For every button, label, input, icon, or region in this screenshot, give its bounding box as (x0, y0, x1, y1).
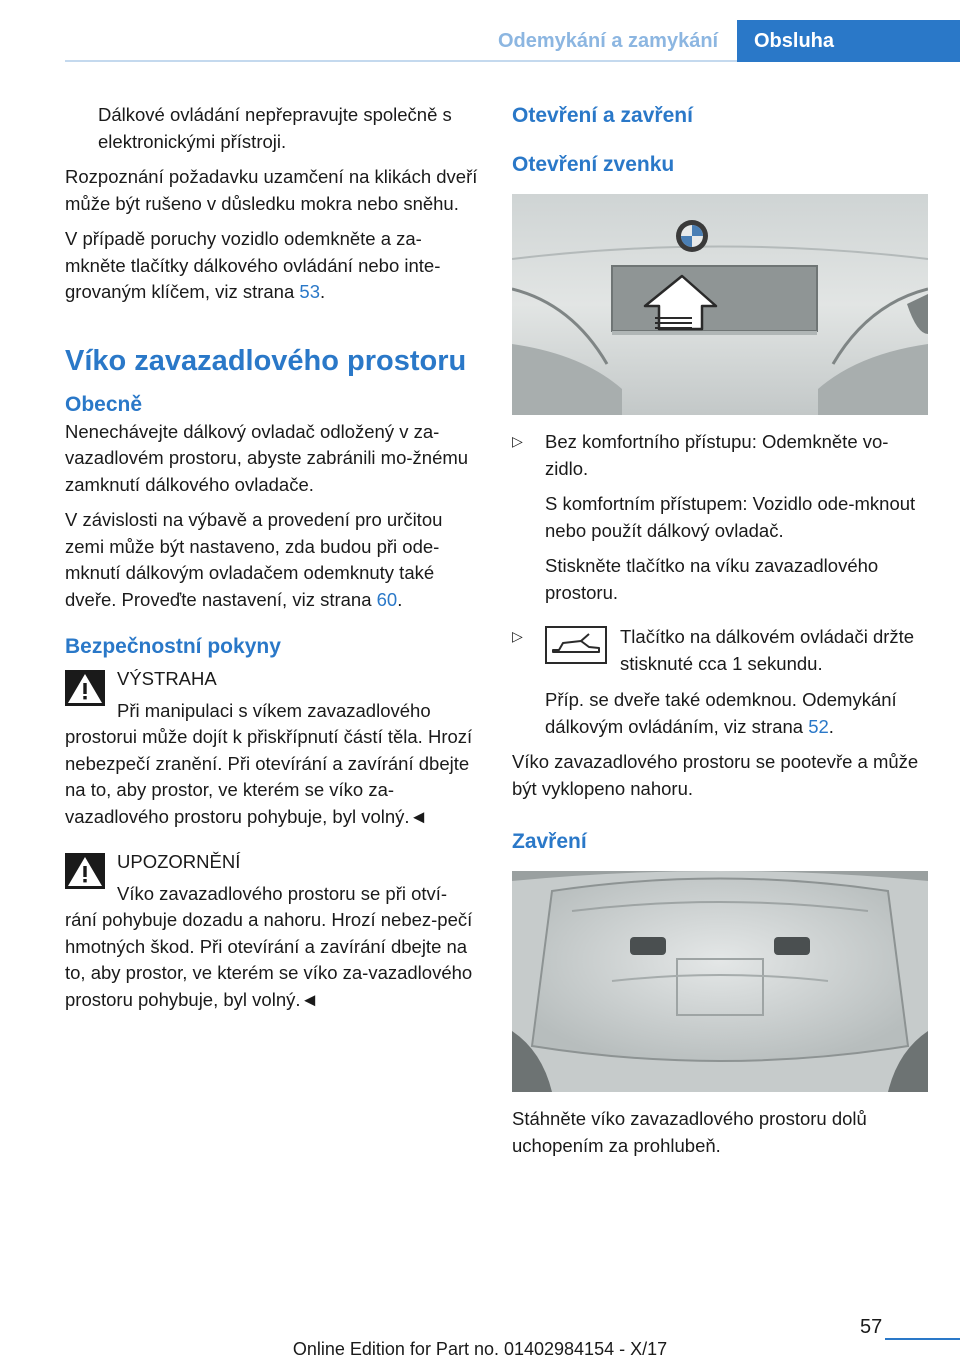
step-comfort-access: S komfortním přístupem: Vozidlo ode‐mknout nebo použít dálkový ovladač. (545, 493, 916, 541)
paragraph-lid-opens: Víko zavazadlového prostoru se pootevře a může být vyklopeno nahoru. (512, 751, 919, 799)
step-remote (512, 624, 928, 740)
left-column (65, 102, 478, 1013)
subheading-open-close: Otevření a zavření (512, 104, 693, 127)
step-unlock-text: Bez komfortního přístupu: Odemkněte vo‐zidlo. (545, 431, 889, 479)
subheading-general: Obecně (65, 392, 143, 416)
subheading-safety: Bezpečnostní pokyny (65, 635, 281, 658)
footer-edition: Online Edition for Part no. 01402984154 - X/17 (292, 1339, 668, 1359)
header-section-title: Odemykání a zamykání (498, 30, 719, 52)
page-link-52[interactable]: 52 (808, 715, 829, 737)
warning-block (65, 666, 478, 830)
header-chapter-tab: Obsluha (737, 20, 960, 62)
caution-title: UPOZORNĚNÍ (117, 851, 241, 872)
paragraph-country-settings: V závislosti na výbavě a provedení pro určitou zemi může být nastaveno, zda budou při ode‐mknutí dálkovým ovladačem odemknuty také dveře. Proveďte nastavení, viz strana 60. (65, 509, 443, 610)
page-number: 57 (860, 1316, 883, 1338)
trunk-interior-photo (512, 871, 928, 1092)
warning-text: prostorui může dojít k přiskřípnutí částí těla. Hrozí nebezpečí zranění. Při otevírání a zavírání dbejte na to, aby prostor, ve kterém se víko za‐vazadlového prostoru pohybuje, byl volný.◄ (65, 726, 473, 827)
warning-triangle-icon (65, 670, 105, 706)
subheading-open-outside: Otevření zvenku (512, 153, 675, 176)
paragraph-close-lid: Stáhněte víko zavazadlového prostoru dolů uchopením za prohlubeň. (512, 1108, 867, 1156)
step-unlock (512, 429, 928, 606)
trunk-exterior-photo (512, 194, 928, 415)
paragraph-handle-detection: Rozpoznání požadavku uzamčení na klikách dveří může být rušeno v důsledku mokra nebo sněhu. (65, 166, 478, 214)
warning-text-first: Při manipulaci s víkem zavazadlového (117, 699, 431, 721)
remote-note-line1: Dálkové ovládání nepřepravujte společně s (98, 104, 452, 125)
step-remote-text: Tlačítko na dálkovém ovládači držte stisknuté cca 1 sekundu. (620, 626, 915, 674)
triangle-bullet-icon: ▷ (512, 433, 523, 449)
step-remote-doors: Příp. se dveře také odemknou. Odemykání dálkovým ovládáním, viz strana 52. (545, 689, 897, 737)
subheading-closing: Zavření (512, 830, 587, 853)
paragraph-remote-in-trunk: Nenechávejte dálkový ovladač odložený v za‐vazadlovém prostoru, abyste zabránili mo‐žnému zamknutí dálkového ovladače. (65, 420, 469, 495)
warning-title: VÝSTRAHA (117, 668, 217, 689)
step-press-button: Stiskněte tlačítko na víku zavazadlového prostoru. (545, 555, 879, 603)
page-link-53[interactable]: 53 (299, 281, 320, 302)
caution-text-first: Víko zavazadlového prostoru se při otví‐ (117, 882, 448, 904)
remote-note-line2: elektronickými přístroji. (98, 130, 287, 152)
caution-block (65, 849, 478, 1013)
section-heading-trunk-lid: Víko zavazadlového prostoru (65, 344, 467, 377)
caution-text: rání pohybuje dozadu a nahoru. Hrozí nebez‐pečí hmotných škod. Při otevírání a zavírání dbejte na to, aby prostor, ve kterém se víko za‐vazadlového prostoru pohybuje, byl volný.◄ (65, 909, 473, 1010)
footer-rule (885, 1338, 960, 1340)
right-column (512, 102, 928, 1159)
triangle-bullet-icon: ▷ (512, 628, 523, 644)
caution-triangle-icon (65, 853, 105, 889)
paragraph-country-settings-text: V závislosti na výbavě a provedení pro určitou zemi může být nastaveno, zda budou při ode‐mknutí dálkovým ovladačem odemknuty také dveře. Proveďte nastavení, viz strana (65, 509, 443, 610)
paragraph-malfunction-text: V případě poruchy vozidlo odemkněte a za‐mkněte tlačítky dálkového ovládání nebo inte‐grovaným klíčem, viz strana (65, 228, 441, 302)
paragraph-malfunction: V případě poruchy vozidlo odemkněte a za‐mkněte tlačítky dálkového ovládání nebo inte‐grovaným klíčem, viz strana 53. (65, 228, 441, 302)
car-trunk-button-icon (545, 626, 607, 664)
page-link-60[interactable]: 60 (376, 588, 398, 610)
